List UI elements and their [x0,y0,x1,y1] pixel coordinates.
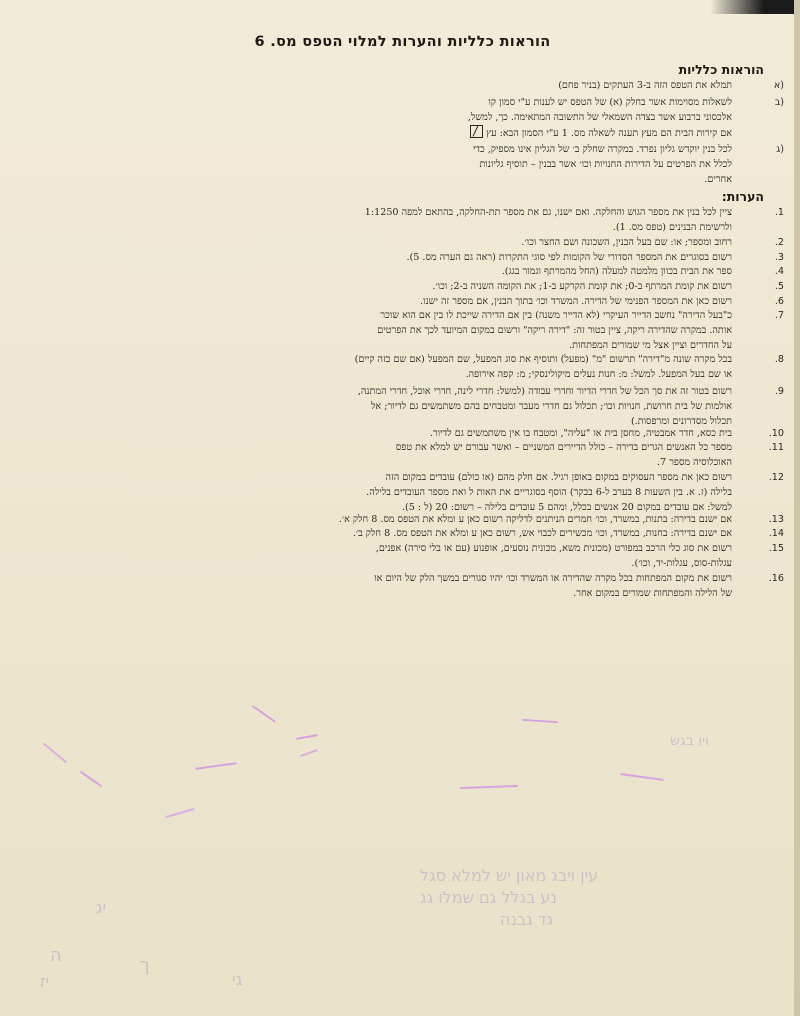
notes-heading: הערות: [721,189,764,204]
general-instructions-heading: הוראות כלליות [678,62,764,77]
marker-stroke [80,771,102,788]
note-text: רשום את סוג כלי הרכב במפורט (מכונית משא, מכונית נוסעים, אופנוע (עם או בלי סירה) אפנים, [375,543,732,554]
marker-stroke [460,785,518,789]
note-number: .16 [768,573,784,584]
note-text: למשל: אם עובדים במקום 20 אנשים בכלל, ומהם 5 עובדים בלילה – רשום: 20 (ל : 5). [401,502,732,514]
marker-stroke [252,705,276,723]
note-number: .13 [768,514,784,525]
note-text: של הלילה והמפתחות שמורים במקום אחר. [573,588,732,600]
note-text: רשום בטור זה את סך הכל של חדרי הדיור וחדרי עבודה (למשל: חדרי לינה, חדרי אוכל, חדרי המתנה, [357,386,732,397]
page-title: הוראות כלליות והערות למלוי הטפס מס. 6 [254,34,551,50]
handwritten-note: ויו בגש [670,733,709,749]
note-text: רשום את קומת המרתף ב-0; את קומת הקרקע ב-1; את הקומה השניה ב-2; וכו׳. [432,281,732,292]
note-text: אותה. במקרה שהדירה ריקה, ציין בטור זה: "דירה ריקה" ורשום במקום המיועד לכך את הפרטים [377,325,732,337]
marker-stroke [195,762,237,770]
handwritten-note: ה [50,945,62,966]
item-marker: ב) [774,97,784,108]
handwritten-note: עין ויבג מאון יש למלא סגל [420,866,599,885]
handwritten-note: גד גבנה [500,910,554,929]
note-text: אם ישנם בדירה: בתנות, במשרד, וכו׳ חמרים הניתנים לדליקה רשום כאן ע ומלא את הטפס מס. 8 חלק א׳. [338,514,732,525]
note-text: תכלול מסדרונים ומרפסות.) [630,416,732,428]
note-text: בכל מקרה שונה מ"דירה" תרשום "מ" (מפעל) ותוסיף את סוג המפעל, שם המפעל (אם שם כזה קיים) [354,354,732,365]
note-text: רשום את מקום המפתחות בכל מקרה שהדירה או המשרד וכו׳ יהיו סגורים במשך הלק של היום או [374,573,732,584]
note-text: רשום כאן את המספר הפנימי של הדירה. המשרד וכו׳ בתוך הבנין, אם מספר זה ישנו. [420,296,732,307]
note-text: רשום כאן את מספר העסוקים במקום באופן רגיל. אם חלק מהם (או כולם) עובדים במקום הזה [385,472,732,483]
note-text: ציין לכל בנין את מספר הגוש והחלקה. ואם ישנו, גם את מספר תת-החלקה, בהתאם למפה 1:1250 [364,207,732,218]
item-text: לכלל את הפרטים על הדירות החנויות וכו׳ אשר בבנין – תוסיף גליונות [479,159,732,171]
item-text: תמלא את הטפס הזה ב-3 העתקים (בניר פחם) [558,80,732,91]
note-text: רשום בסוגרים את המספר הסדורי של הקומות לפי סוגי התקרות (ראה גם הערה מס. 5). [406,252,732,263]
note-text: האוכלוסיה מספר 7. [656,457,732,469]
item-text: לכל בנין יוקדש גליון נפרד. במקרה שחלק ב׳ של הגליון אינו מספיק, כדי [472,144,732,155]
note-number: .6 [774,296,784,307]
note-number: .1 [774,207,784,218]
handwritten-note: נע בגלל גם שמלו גג [420,888,557,907]
note-text: כ"בעל הדירה" נחשב הדייר העיקרי (לא הדייר משנה) בין אם הדירה שייכת לו בין אם הוא שוכר [380,310,732,321]
note-text: אם ישנם בדירה: בחנות, במשרד, וכו׳ מכשירים לכבוי אש, רשום כאן ע ומלא את הטפס מס. 8 חלק ב׳. [352,528,732,539]
marker-stroke [165,808,194,818]
note-text: בלילה (ז. א. בין השעות 8 בערב ל-6 בבקר) הוסף בסוגריים את האות ל ואת מספר העובדים בלילה. [366,487,732,499]
marker-stroke [522,719,558,724]
note-text: או שם בעל המפעל. למשל: מ: חנות נעלים מיקולינסקי; מ: קפה אירופה. [465,369,732,381]
note-text: ספר את הבית בכוון מלמטה למעלה (החל מהמרתף וגמור בגג). [501,266,732,277]
note-text: מספר כל האנשים הגרים בדירה – כולל הדיירים המשניים – ואשר עבורם יש למלא את טפס [395,442,732,453]
note-text: רחוב ומספר; או: שם בעל הבנין, השכונה ושם החצר וכו׳. [521,237,732,248]
marker-stroke [296,734,318,740]
handwritten-note: יג [96,898,107,917]
note-number: .3 [774,252,784,263]
checkbox-example-icon [470,125,483,138]
note-number: .4 [774,266,784,277]
scan-edge [794,0,800,1016]
handwritten-note: גי [232,970,243,989]
note-text: על החדרים וציין אצל מי שמורים המפתחות. [569,340,732,352]
note-text: אולמות של בית חרושת, חנויות וכו׳; תכלול גם חדרי מעבר ומטבחים בהם משתמשים גם לדיור; אל [370,401,732,413]
handwritten-note: ך [140,955,150,976]
note-number: .14 [768,528,784,539]
handwritten-note: יז [40,972,50,991]
note-text: בית כסא, חדר אמבטיה, מחסן בית או "עליה", ומטבח בו אין משתמשים גם לדיור. [429,428,732,439]
note-number: .15 [768,543,784,554]
item-marker: א) [773,80,784,91]
note-number: .12 [768,472,784,483]
item-text: אלכסוני ברבוע אשר בצדה השמאלי של התשובה המתאימה. כך, למשל, [467,112,732,124]
note-number: .9 [774,386,784,397]
note-number: .5 [774,281,784,292]
note-text: עגלות-סוס, עגלות-יד, וכו׳). [631,558,732,570]
note-number: .7 [774,310,784,321]
item-text: אחרים. [704,174,732,186]
note-number: .11 [768,442,784,453]
marker-stroke [43,743,67,764]
note-number: .2 [774,237,784,248]
note-number: .10 [768,428,784,439]
marker-stroke [620,773,664,781]
item-text-with-checkbox: אם קירות הבית הם מעץ תענה לשאלה מס. 1 ע"י הסמון הבא: עץ [132,125,732,141]
item-marker: ג) [776,144,784,155]
scan-corner-shadow [710,0,800,14]
note-text: ולרשימת הבנינים (טפס מס. 1). [612,222,732,234]
note-number: .8 [774,354,784,365]
marker-stroke [300,749,318,757]
item-text: לשאלות מסוימות אשר בחלק (א) של הטפס יש לענות ע"י סמון קו [488,97,732,108]
